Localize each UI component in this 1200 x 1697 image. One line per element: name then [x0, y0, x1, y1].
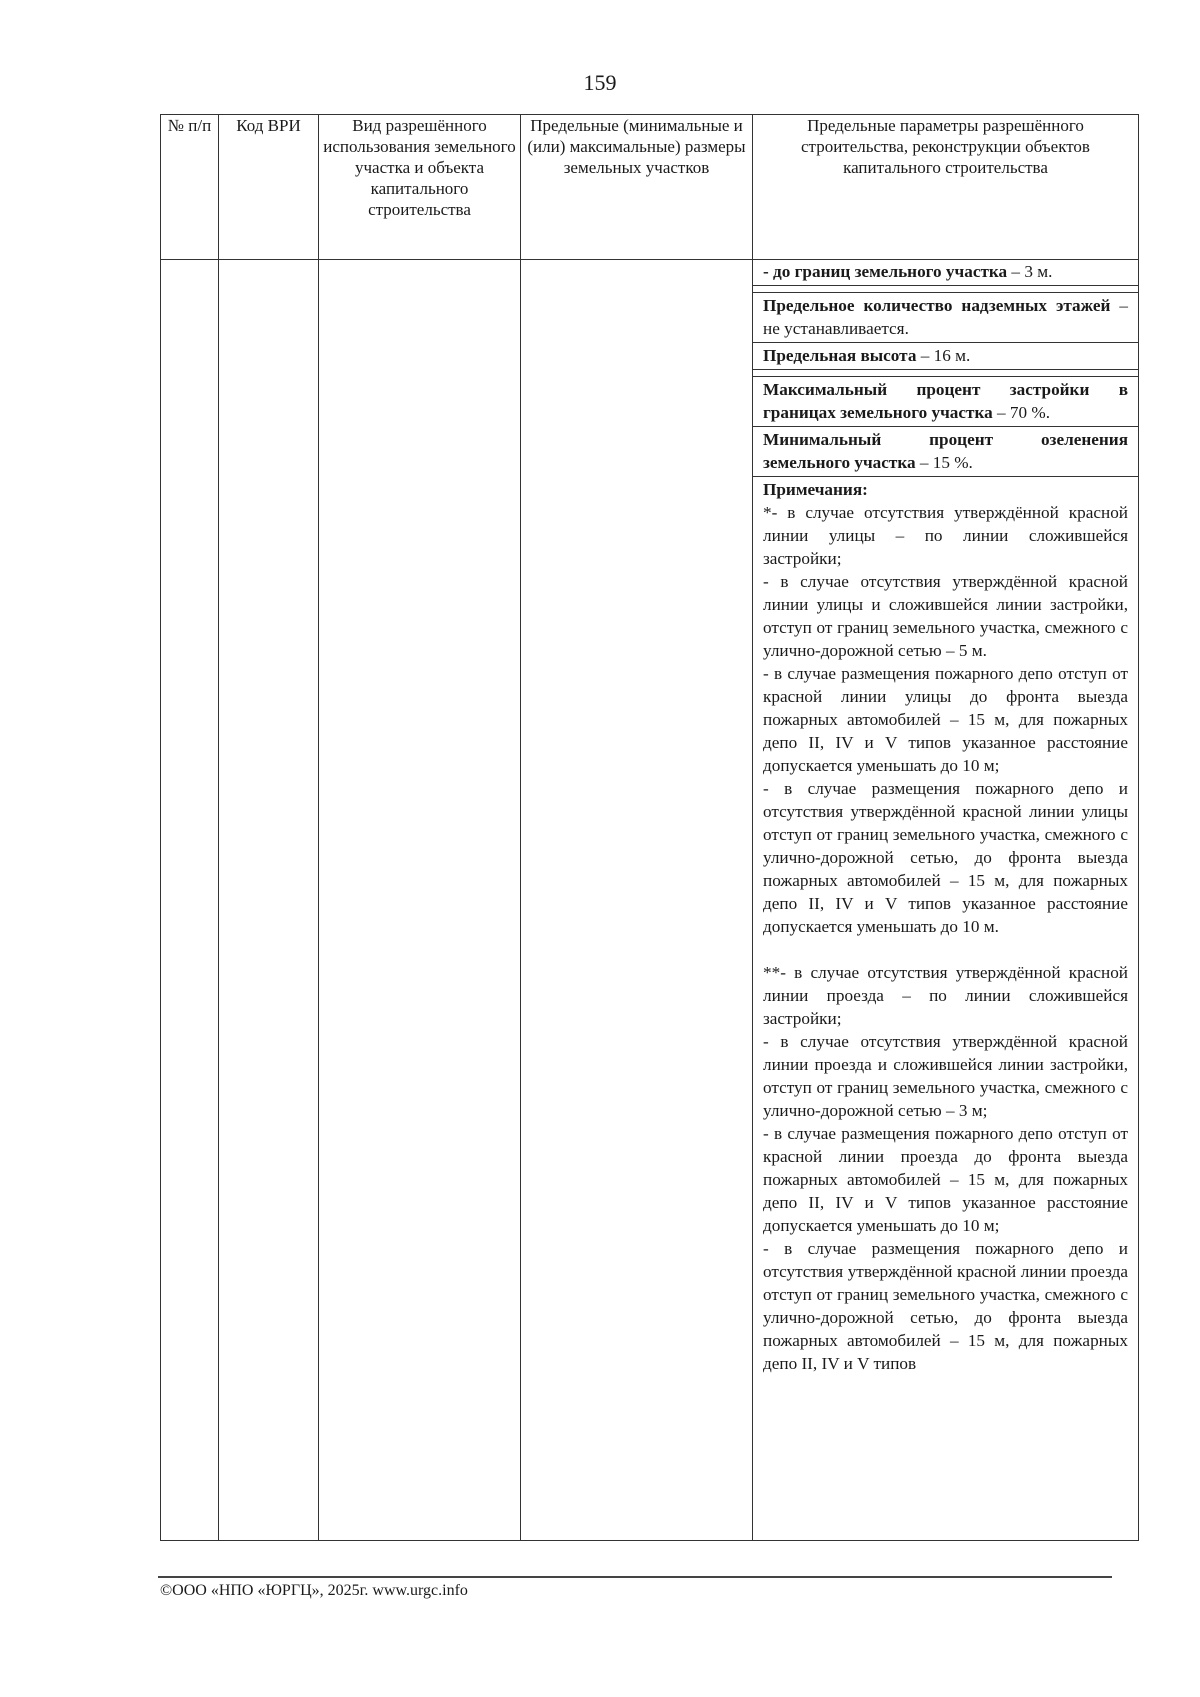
param-height — [753, 343, 1138, 370]
header-parameters-text: Предельные параметры разрешённого строительства, реконструкции объектов капитального строительства — [801, 116, 1090, 177]
cell-parameters — [753, 260, 1139, 1541]
param-label: Минимальный процент озеленения земельного участка — [763, 430, 1128, 472]
param-label: Предельная высота — [763, 346, 917, 365]
note-item: - в случае отсутствия утверждённой красной линии проезда и сложившейся линии застройки, отступ от границ земельного участка, смежного с улично-дорожной сетью – 3 м; — [763, 1032, 1128, 1120]
cell-use-type — [319, 260, 521, 1541]
param-value: – не устанавливается. — [763, 296, 1128, 338]
note-spacer — [763, 938, 1128, 961]
param-label: Предельное количество надземных этажей — [763, 296, 1111, 315]
param-value: – 3 м. — [1007, 262, 1053, 281]
header-use-type — [319, 115, 521, 260]
header-number — [161, 115, 219, 260]
table-header-row — [161, 115, 1139, 260]
footer-copyright: ©ООО «НПО «ЮРГЦ», 2025г. www.urgc.info — [160, 1582, 468, 1599]
cell-number — [161, 260, 219, 1541]
header-code — [219, 115, 319, 260]
param-floors — [753, 292, 1138, 343]
cell-plot-sizes — [521, 260, 753, 1541]
param-label: Максимальный процент застройки в границах земельного участка — [763, 380, 1128, 422]
header-use-type-text: Вид разрешённого использования земельного участка и объекта капитального строительства — [323, 116, 516, 219]
note-item: - в случае размещения пожарного депо и отсутствия утверждённой красной линии проезда отступ от границ земельного участка, смежного с улично-дорожной сетью, до фронта выезда пожарных автомобилей – 15 м, для пожарных депо II, IV и V типов — [763, 1239, 1128, 1373]
param-value: – 16 м. — [916, 346, 971, 365]
header-plot-sizes-text: Предельные (минимальные и (или) максимальные) размеры земельных участков — [527, 116, 746, 177]
note-item: **- в случае отсутствия утверждённой красной линии проезда – по линии сложившейся застройки; — [763, 963, 1128, 1028]
note-item: *- в случае отсутствия утверждённой красной линии улицы – по линии сложившейся застройки; — [763, 503, 1128, 568]
cell-code — [219, 260, 319, 1541]
footer-divider — [158, 1576, 1112, 1578]
notes-block — [753, 477, 1138, 1377]
param-build-percent — [753, 376, 1138, 427]
note-item: - в случае размещения пожарного депо отступ от красной линии проезда до фронта выезда пожарных автомобилей – 15 м, для пожарных депо II, IV и V типов указанное расстояние допускается уменьшать до 10 м; — [763, 1124, 1128, 1235]
param-value: – 15 %. — [915, 453, 973, 472]
note-item: - в случае отсутствия утверждённой красной линии улицы и сложившейся линии застройки, отступ от границ земельного участка, смежного с улично-дорожной сетью – 5 м. — [763, 572, 1128, 660]
header-parameters — [753, 115, 1139, 260]
note-item: - в случае размещения пожарного депо отступ от красной линии улицы до фронта выезда пожарных автомобилей – 15 м, для пожарных депо II, IV и V типов указанное расстояние допускается уменьшать до 10 м; — [763, 664, 1128, 775]
param-green-percent — [753, 427, 1138, 477]
regulations-table — [160, 114, 1139, 1541]
notes-title: Примечания: — [763, 480, 868, 499]
header-number-text: № п/п — [167, 116, 212, 135]
header-plot-sizes — [521, 115, 753, 260]
page-number: 159 — [583, 70, 617, 95]
table-row — [161, 260, 1139, 1541]
param-setback — [753, 260, 1138, 286]
param-label: - до границ земельного участка — [763, 262, 1008, 281]
note-item: - в случае размещения пожарного депо и отсутствия утверждённой красной линии улицы отступ от границ земельного участка, смежного с улично-дорожной сетью, до фронта выезда пожарных автомобилей – 15 м, для пожарных депо II, IV и V типов указанное расстояние допускается уменьшать до 10 м. — [763, 779, 1128, 936]
param-value: – 70 %. — [992, 403, 1051, 422]
header-code-text: Код ВРИ — [236, 116, 301, 135]
